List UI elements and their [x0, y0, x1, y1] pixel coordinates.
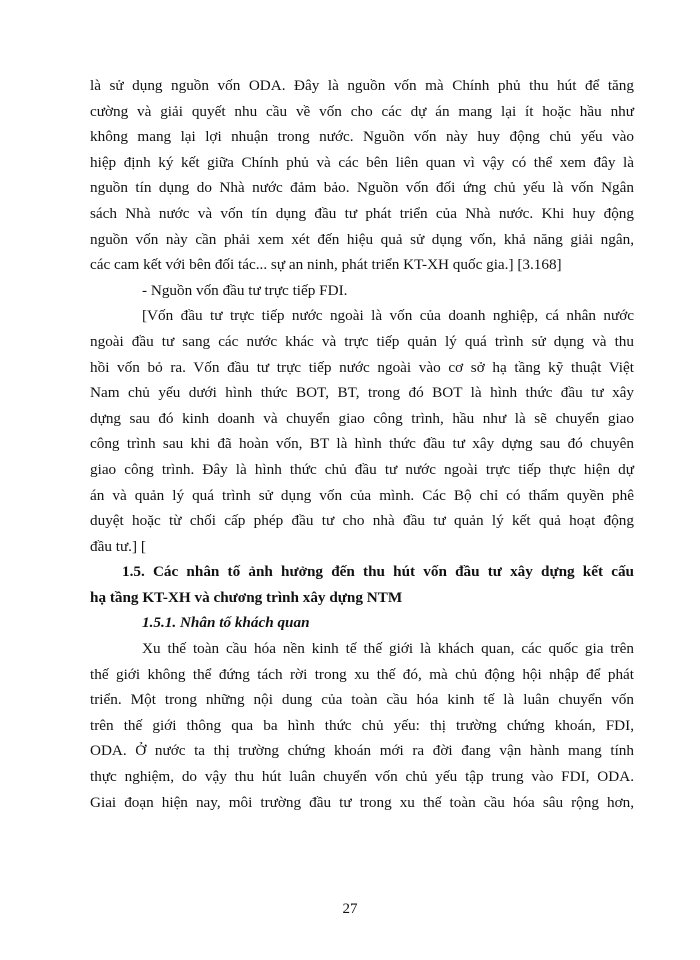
body-line: là sử dụng nguồn vốn ODA. Đây là nguồn vốn mà Chính phủ thu hút để tăng [90, 77, 634, 94]
body-line: hồi vốn bỏ ra. Vốn đầu tư trực tiếp nước ngoài vào cơ sở hạ tầng kỹ thuật Việt [90, 358, 634, 376]
body-line: Nam chủ yếu dưới hình thức BOT, BT, trong đó BOT là hình thức đầu tư xây [90, 384, 634, 402]
subsection-heading: 1.5.1. Nhân tố khách quan [142, 614, 310, 632]
body-line: án và quản lý quá trình sử dụng vốn của mình. Các Bộ chỉ có thẩm quyền phê [90, 486, 634, 504]
body-line: thực nghiệm, do vậy thu hút luân chuyển vốn chủ yếu tập trung vào FDI, ODA. [90, 768, 634, 786]
body-line: ngoài đầu tư sang các nước khác và trực tiếp quản lý quá trình sử dụng và thu [90, 332, 634, 350]
document-page [90, 73, 634, 815]
body-line: giao công trình. Đây là hình thức chủ đầu tư nước ngoài trực tiếp thực hiện dự [90, 460, 634, 478]
body-line: hiệp định ký kết giữa Chính phủ và các bên liên quan vì vậy có thể xem đây là [90, 153, 634, 171]
body-line: sách Nhà nước và vốn tín dụng đầu tư phát triển của Nhà nước. Khi huy động [90, 204, 634, 222]
body-line: nguồn tín dụng do Nhà nước đảm bảo. Nguồn vốn đối ứng chủ yếu là vốn Ngân [90, 179, 634, 197]
body-line: Giai đoạn hiện nay, môi trường đầu tư trong xu thế toàn cầu hóa sâu rộng hơn, [90, 793, 634, 811]
bullet-line: - Nguồn vốn đầu tư trực tiếp FDI. [142, 281, 348, 299]
body-line: công trình sau khi đã hoàn vốn, BT là hình thức đầu tư xây dựng sau đó chuyên [90, 435, 634, 453]
body-line: dựng sau đó kinh doanh và chuyển giao công trình, hầu như là sẽ chuyển giao [90, 409, 634, 427]
body-line: trên thế giới thông qua ba hình thức chủ yếu: thị trường chứng khoán, FDI, [90, 716, 634, 734]
body-line: duyệt hoặc từ chối cấp phép đầu tư cho nhà đầu tư quản lý kết quả hoạt động [90, 512, 634, 530]
body-line: triển. Một trong những nội dung của toàn cầu hóa kinh tế là luân chuyển vốn [90, 691, 634, 709]
section-heading-line: hạ tầng KT-XH và chương trình xây dựng NTM [90, 588, 403, 606]
body-line: nguồn vốn này cần phải xem xét đến hiệu quả sử dụng vốn, khả năng giải ngân, [90, 230, 634, 248]
body-line: đầu tư.] [ [90, 537, 146, 555]
body-line: Xu thế toàn cầu hóa nền kinh tế thế giới là khách quan, các quốc gia trên [142, 640, 634, 658]
page-number: 27 [342, 901, 358, 917]
body-line: thế giới không thể đứng tách rời trong xu thế đó, mà chủ động hội nhập để phát [90, 665, 634, 683]
body-line: không mang lại lợi nhuận trong nước. Nguồn vốn này huy động chủ yếu vào [90, 128, 634, 146]
body-line: ODA. Ở nước ta thị trường chứng khoán mới ra đời đang vận hành mang tính [90, 742, 634, 760]
body-line: cường và giải quyết nhu cầu về vốn cho các dự án mang lại ít hoặc hầu như [90, 102, 634, 120]
section-heading-line: 1.5. Các nhân tố ảnh hưởng đến thu hút vốn đầu tư xây dựng kết cấu [122, 563, 634, 581]
body-line: [Vốn đầu tư trực tiếp nước ngoài là vốn của doanh nghiệp, cá nhân nước [142, 307, 634, 325]
body-line: các cam kết với bên đối tác... sự an ninh, phát triển KT-XH quốc gia.] [3.168] [90, 256, 562, 274]
